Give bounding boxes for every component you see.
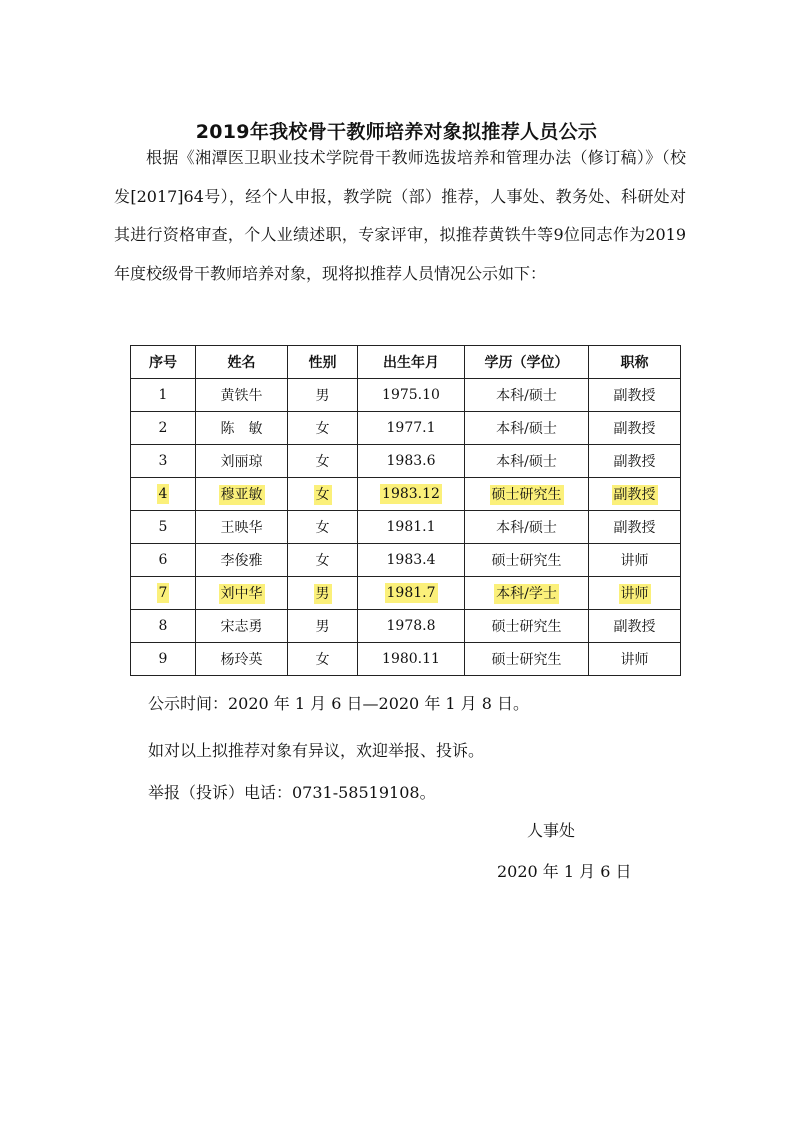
cell-education: 本科/硕士	[465, 412, 589, 445]
cell-no: 2	[131, 412, 196, 445]
table-row	[131, 379, 681, 412]
cell-gender: 女	[288, 445, 358, 478]
cell-gender: 男	[288, 577, 358, 610]
cell-title: 副教授	[589, 445, 681, 478]
table-row	[131, 544, 681, 577]
issue-date: 2020 年 1 月 6 日	[497, 862, 632, 881]
cell-no: 8	[131, 610, 196, 643]
candidate-table	[130, 345, 681, 676]
hotline-text: 举报（投诉）电话：0731-58519108。	[148, 783, 436, 802]
cell-name: 王映华	[196, 511, 288, 544]
cell-birth: 1981.7	[358, 577, 465, 610]
cell-title: 副教授	[589, 478, 681, 511]
cell-birth: 1980.11	[358, 643, 465, 676]
issuing-department: 人事处	[527, 821, 576, 840]
cell-birth: 1983.12	[358, 478, 465, 511]
table-row	[131, 643, 681, 676]
cell-title: 副教授	[589, 511, 681, 544]
cell-gender: 男	[288, 610, 358, 643]
cell-name: 陈 敏	[196, 412, 288, 445]
cell-title: 讲师	[589, 577, 681, 610]
cell-birth: 1977.1	[358, 412, 465, 445]
cell-education: 硕士研究生	[465, 643, 589, 676]
table-row	[131, 610, 681, 643]
cell-no: 1	[131, 379, 196, 412]
header-education: 学历（学位）	[465, 346, 589, 379]
notice-period-text: 公示时间：2020 年 1 月 6 日—2020 年 1 月 8 日。	[148, 694, 530, 713]
table-row	[131, 445, 681, 478]
cell-name: 刘丽琼	[196, 445, 288, 478]
cell-gender: 男	[288, 379, 358, 412]
cell-name: 穆亚敏	[196, 478, 288, 511]
cell-education: 硕士研究生	[465, 610, 589, 643]
cell-title: 副教授	[589, 412, 681, 445]
cell-education: 本科/硕士	[465, 445, 589, 478]
cell-name: 宋志勇	[196, 610, 288, 643]
cell-birth: 1983.4	[358, 544, 465, 577]
cell-gender: 女	[288, 478, 358, 511]
cell-name: 刘中华	[196, 577, 288, 610]
cell-birth: 1975.10	[358, 379, 465, 412]
cell-no: 4	[131, 478, 196, 511]
cell-gender: 女	[288, 643, 358, 676]
cell-no: 9	[131, 643, 196, 676]
cell-education: 硕士研究生	[465, 544, 589, 577]
cell-no: 5	[131, 511, 196, 544]
cell-no: 7	[131, 577, 196, 610]
cell-name: 杨玲英	[196, 643, 288, 676]
cell-title: 副教授	[589, 379, 681, 412]
header-no: 序号	[131, 346, 196, 379]
cell-no: 3	[131, 445, 196, 478]
cell-no: 6	[131, 544, 196, 577]
cell-title: 讲师	[589, 544, 681, 577]
cell-gender: 女	[288, 412, 358, 445]
cell-title: 副教授	[589, 610, 681, 643]
header-birth: 出生年月	[358, 346, 465, 379]
cell-education: 本科/硕士	[465, 511, 589, 544]
table-row	[131, 412, 681, 445]
document-title: 2019年我校骨干教师培养对象拟推荐人员公示	[195, 120, 598, 143]
cell-name: 黄铁牛	[196, 379, 288, 412]
cell-gender: 女	[288, 511, 358, 544]
table-row	[131, 511, 681, 544]
cell-education: 本科/学士	[465, 577, 589, 610]
objection-note: 如对以上拟推荐对象有异议，欢迎举报、投诉。	[148, 741, 485, 760]
cell-birth: 1983.6	[358, 445, 465, 478]
intro-paragraph: 根据《湘潭医卫职业技术学院骨干教师选拔培养和管理办法（修订稿）》（校发[2017]64号），经个人申报，教学院（部）推荐，人事处、教务处、科研处对其进行资格审查，个人业绩述职，专家评审，拟推荐黄铁牛等9位同志作为2019年度校级骨干教师培养对象，现将拟推荐人员情况公示如下：	[114, 148, 686, 283]
cell-name: 李俊雅	[196, 544, 288, 577]
cell-birth: 1978.8	[358, 610, 465, 643]
cell-education: 硕士研究生	[465, 478, 589, 511]
table-row	[131, 577, 681, 610]
cell-gender: 女	[288, 544, 358, 577]
table-header-row	[131, 346, 681, 379]
header-gender: 性别	[288, 346, 358, 379]
table-row	[131, 478, 681, 511]
cell-title: 讲师	[589, 643, 681, 676]
header-name: 姓名	[196, 346, 288, 379]
cell-education: 本科/硕士	[465, 379, 589, 412]
header-title: 职称	[589, 346, 681, 379]
cell-birth: 1981.1	[358, 511, 465, 544]
